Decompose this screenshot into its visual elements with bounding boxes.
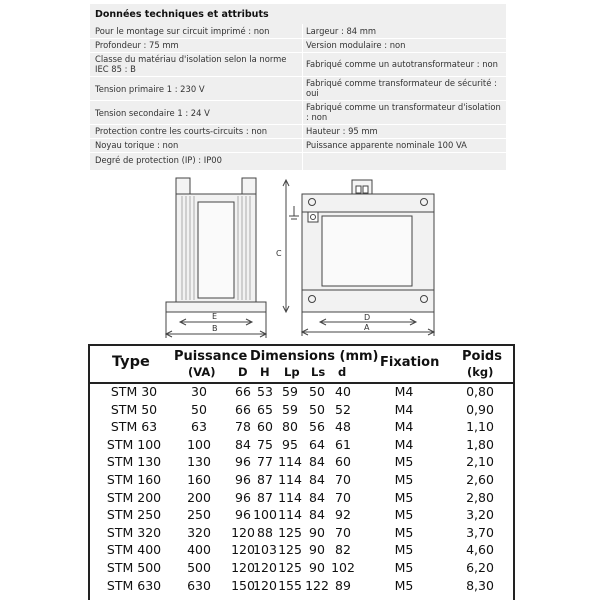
spec-left-1: Pour le montage sur circuit imprimé : non bbox=[95, 26, 270, 36]
header-power: Puissance bbox=[174, 349, 248, 364]
header-weight-unit: (kg) bbox=[467, 365, 494, 379]
table-row bbox=[90, 383, 513, 400]
table-row bbox=[90, 559, 513, 576]
spec-right-1: Largeur : 84 mm bbox=[306, 26, 377, 36]
cell-dim-d-small: 92 bbox=[335, 507, 351, 523]
cell-type: STM 100 bbox=[106, 436, 162, 452]
cell-dim-h: 60 bbox=[257, 419, 273, 435]
cell-dim-d: 66 bbox=[235, 384, 251, 399]
cell-fixation: M4 bbox=[394, 401, 414, 417]
cell-type: STM 630 bbox=[106, 577, 162, 593]
cell-dim-h: 75 bbox=[257, 436, 273, 452]
cell-dim-lp: 125 bbox=[278, 542, 302, 558]
cell-weight: 1,10 bbox=[466, 419, 494, 435]
header-dim-lp: Lp bbox=[284, 365, 300, 379]
cell-weight: 0,90 bbox=[466, 401, 494, 417]
cell-dim-lp: 114 bbox=[278, 472, 302, 487]
dim-label-b: B bbox=[212, 324, 218, 333]
cell-dim-d-small: 89 bbox=[335, 577, 351, 593]
cell-dim-d-small: 70 bbox=[335, 524, 351, 540]
row-divider bbox=[90, 76, 506, 77]
header-power-unit: (VA) bbox=[188, 365, 216, 379]
cell-dim-d: 96 bbox=[235, 489, 251, 505]
cell-dim-ls: 84 bbox=[309, 472, 325, 487]
cell-dim-d-small: 52 bbox=[335, 401, 351, 417]
cell-dim-lp: 125 bbox=[278, 524, 302, 540]
spec-right-6: Hauteur : 95 mm bbox=[306, 126, 378, 136]
cell-dim-ls: 122 bbox=[305, 577, 329, 593]
cell-dim-d-small: 70 bbox=[335, 472, 351, 487]
cell-power: 250 bbox=[187, 507, 211, 523]
cell-weight: 2,60 bbox=[466, 472, 494, 487]
cell-dim-d: 78 bbox=[235, 419, 251, 435]
dim-label-d: D bbox=[364, 313, 371, 322]
cell-dim-lp: 125 bbox=[278, 560, 302, 575]
cell-dim-d-small: 60 bbox=[335, 454, 351, 470]
cell-power: 130 bbox=[187, 454, 211, 470]
cell-dim-lp: 59 bbox=[282, 384, 298, 399]
cell-type: STM 500 bbox=[106, 560, 162, 575]
table-row bbox=[90, 577, 513, 594]
table-row bbox=[90, 436, 513, 453]
cell-fixation: M5 bbox=[394, 489, 414, 505]
cell-dim-d-small: 102 bbox=[331, 560, 355, 575]
cell-dim-d-small: 70 bbox=[335, 489, 351, 505]
spec-right-4: Fabriqué comme transformateur de sécurité : oui bbox=[306, 78, 497, 98]
cell-weight: 6,20 bbox=[466, 560, 494, 575]
cell-weight: 2,10 bbox=[466, 454, 494, 470]
cell-fixation: M5 bbox=[394, 560, 414, 575]
spec-left-2: Profondeur : 75 mm bbox=[95, 40, 179, 50]
cell-weight: 0,80 bbox=[466, 384, 494, 399]
cell-dim-d-small: 48 bbox=[335, 419, 351, 435]
spec-left-7: Noyau torique : non bbox=[95, 140, 179, 150]
cell-dim-d: 84 bbox=[235, 436, 251, 452]
header-dim-d: D bbox=[238, 365, 248, 379]
cell-dim-h: 100 bbox=[253, 507, 277, 523]
table-row bbox=[90, 524, 513, 541]
cell-fixation: M5 bbox=[394, 507, 414, 523]
row-divider bbox=[90, 138, 506, 139]
table-row bbox=[90, 489, 513, 506]
header-dim-ls: Ls bbox=[311, 365, 326, 379]
cell-fixation: M5 bbox=[394, 542, 414, 558]
cell-dim-ls: 90 bbox=[309, 560, 325, 575]
cell-fixation: M5 bbox=[394, 454, 414, 470]
cell-fixation: M4 bbox=[394, 384, 414, 399]
row-divider bbox=[90, 38, 506, 39]
cell-dim-h: 77 bbox=[257, 454, 273, 470]
cell-fixation: M4 bbox=[394, 436, 414, 452]
cell-dim-lp: 80 bbox=[282, 419, 298, 435]
cell-fixation: M5 bbox=[394, 577, 414, 593]
cell-power: 630 bbox=[187, 577, 211, 593]
cell-dim-d: 120 bbox=[231, 560, 255, 575]
cell-type: STM 200 bbox=[106, 489, 162, 505]
spec-right-2: Version modulaire : non bbox=[306, 40, 406, 50]
cell-power: 30 bbox=[191, 384, 207, 399]
cell-power: 400 bbox=[187, 542, 211, 558]
cell-dim-ls: 64 bbox=[309, 436, 325, 452]
spec-right-5: Fabriqué comme un transformateur d'isolation : non bbox=[306, 102, 501, 122]
cell-dim-h: 120 bbox=[253, 560, 277, 575]
spec-left-3: Classe du matériau d'isolation selon la norme IEC 85 : B bbox=[95, 54, 287, 74]
cell-power: 50 bbox=[191, 401, 207, 417]
table-row bbox=[90, 453, 513, 470]
cell-power: 320 bbox=[187, 524, 211, 540]
cell-dim-h: 53 bbox=[257, 384, 273, 399]
cell-type: STM 320 bbox=[106, 524, 162, 540]
table-row bbox=[90, 401, 513, 418]
spec-left-4: Tension primaire 1 : 230 V bbox=[95, 84, 205, 94]
cell-fixation: M4 bbox=[394, 419, 414, 435]
row-divider bbox=[90, 52, 506, 53]
cell-dim-d: 96 bbox=[235, 507, 251, 523]
cell-dim-h: 87 bbox=[257, 489, 273, 505]
header-weight: Poids bbox=[462, 349, 502, 364]
cell-dim-h: 65 bbox=[257, 401, 273, 417]
spec-left-5: Tension secondaire 1 : 24 V bbox=[95, 108, 210, 118]
cell-fixation: M5 bbox=[394, 524, 414, 540]
cell-dim-d: 96 bbox=[235, 472, 251, 487]
cell-dim-ls: 84 bbox=[309, 489, 325, 505]
cell-dim-lp: 114 bbox=[278, 454, 302, 470]
spec-right-3: Fabriqué comme un autotransformateur : non bbox=[306, 59, 498, 69]
header-fixation: Fixation bbox=[380, 355, 440, 370]
cell-type: STM 50 bbox=[110, 401, 158, 417]
front-view bbox=[283, 180, 434, 336]
spec-left-6: Protection contre les courts-circuits : non bbox=[95, 126, 268, 136]
cell-dim-d-small: 61 bbox=[335, 436, 351, 452]
header-type: Type bbox=[112, 354, 150, 370]
cell-dim-lp: 95 bbox=[282, 436, 298, 452]
specs-title: Données techniques et attributs bbox=[95, 9, 269, 20]
spec-left-8: Degré de protection (IP) : IP00 bbox=[95, 155, 222, 165]
header-dimensions: Dimensions (mm) bbox=[250, 349, 379, 364]
row-divider bbox=[90, 124, 506, 125]
cell-weight: 8,30 bbox=[466, 577, 494, 593]
cell-dim-ls: 50 bbox=[309, 401, 325, 417]
cell-fixation: M5 bbox=[394, 472, 414, 487]
table-row bbox=[90, 471, 513, 488]
technical-data-panel bbox=[90, 4, 506, 170]
cell-dim-d-small: 40 bbox=[335, 384, 351, 399]
cell-dim-ls: 84 bbox=[309, 454, 325, 470]
cell-dim-ls: 90 bbox=[309, 524, 325, 540]
table-row bbox=[90, 506, 513, 523]
dim-label-e: E bbox=[212, 312, 218, 321]
cell-weight: 3,20 bbox=[466, 507, 494, 523]
cell-dim-lp: 155 bbox=[278, 577, 302, 593]
header-dim-d-small: d bbox=[338, 365, 347, 379]
cell-dim-h: 87 bbox=[257, 472, 273, 487]
cell-power: 100 bbox=[187, 436, 211, 452]
table-row bbox=[90, 418, 513, 435]
cell-dim-lp: 59 bbox=[282, 401, 298, 417]
cell-weight: 1,80 bbox=[466, 436, 494, 452]
cell-power: 160 bbox=[187, 472, 211, 487]
cell-dim-h: 120 bbox=[253, 577, 277, 593]
cell-type: STM 160 bbox=[106, 472, 162, 487]
table-header bbox=[90, 346, 513, 384]
spec-right-7: Puissance apparente nominale 100 VA bbox=[306, 140, 467, 150]
cell-dim-ls: 90 bbox=[309, 542, 325, 558]
row-divider bbox=[90, 100, 506, 101]
dimensions-table bbox=[88, 344, 515, 600]
cell-power: 63 bbox=[191, 419, 207, 435]
cell-weight: 3,70 bbox=[466, 524, 494, 540]
cell-dim-ls: 84 bbox=[309, 507, 325, 523]
cell-weight: 4,60 bbox=[466, 542, 494, 558]
cell-power: 500 bbox=[187, 560, 211, 575]
cell-dim-d: 120 bbox=[231, 524, 255, 540]
table-row bbox=[90, 541, 513, 558]
dim-label-c: C bbox=[276, 249, 282, 258]
cell-dim-lp: 114 bbox=[278, 507, 302, 523]
cell-dim-ls: 50 bbox=[309, 384, 325, 399]
cell-dim-d: 120 bbox=[231, 542, 255, 558]
header-dim-h: H bbox=[260, 365, 270, 379]
cell-dim-h: 88 bbox=[257, 524, 273, 540]
row-divider bbox=[90, 152, 506, 153]
cell-weight: 2,80 bbox=[466, 489, 494, 505]
cell-dim-d: 96 bbox=[235, 454, 251, 470]
cell-dim-ls: 56 bbox=[309, 419, 325, 435]
cell-dim-d: 150 bbox=[231, 577, 255, 593]
cell-dim-d: 66 bbox=[235, 401, 251, 417]
column-divider bbox=[302, 24, 303, 170]
cell-dim-d-small: 82 bbox=[335, 542, 351, 558]
cell-dim-h: 103 bbox=[253, 542, 277, 558]
cell-type: STM 63 bbox=[110, 419, 158, 435]
dimension-drawing bbox=[0, 172, 600, 342]
cell-type: STM 250 bbox=[106, 507, 162, 523]
cell-type: STM 130 bbox=[106, 454, 162, 470]
cell-power: 200 bbox=[187, 489, 211, 505]
cell-type: STM 400 bbox=[106, 542, 162, 558]
dim-label-a: A bbox=[364, 323, 370, 332]
cell-type: STM 30 bbox=[110, 384, 158, 399]
cell-dim-lp: 114 bbox=[278, 489, 302, 505]
